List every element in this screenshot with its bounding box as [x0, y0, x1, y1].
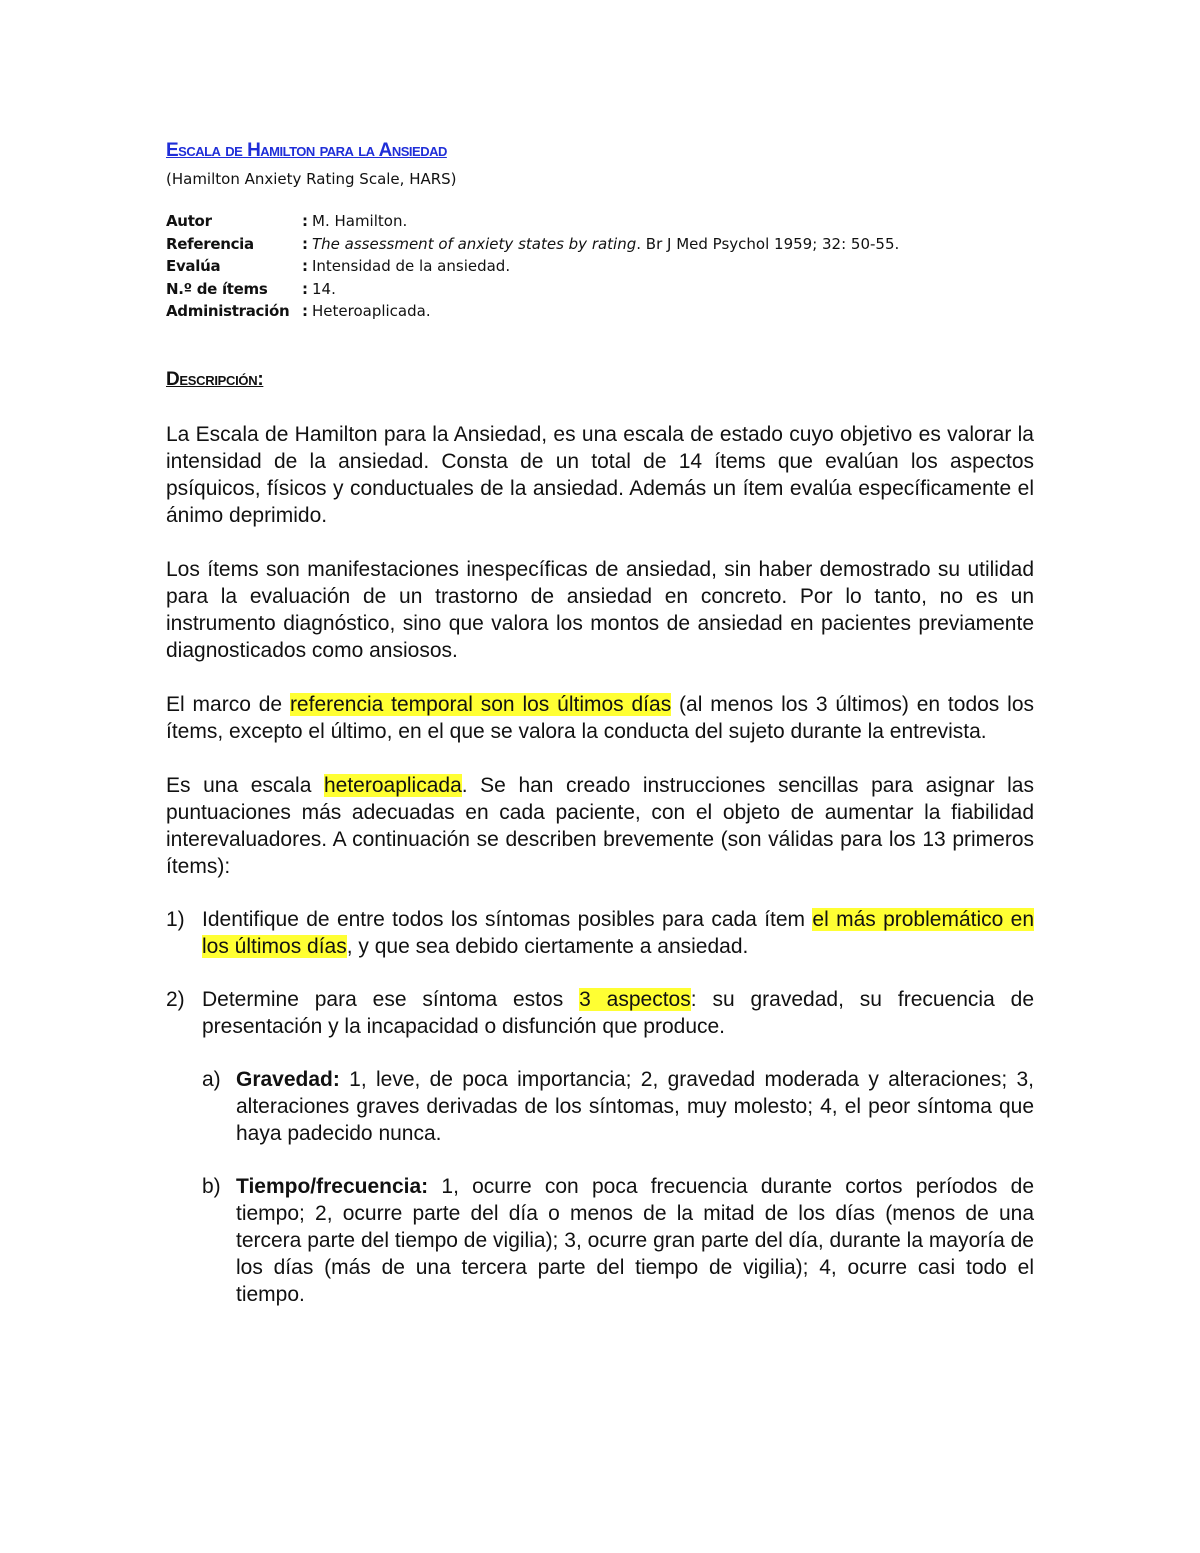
meta-colon: : [302, 257, 308, 275]
sub-b-label: Tiempo/frecuencia: [236, 1174, 429, 1198]
paragraph-2: Los ítems son manifestaciones inespecíficas de ansiedad, sin haber demostrado su utilidad para la evaluación de un trastorno de ansiedad en concreto. Por lo tanto, no es un instrumento diagnóstico, sino que valora los montos de ansiedad en pacientes previamente diagnosticados como ansiosos. [166, 557, 1034, 662]
administration-value: Heteroaplicada. [312, 302, 431, 320]
items-value: 14. [312, 279, 336, 298]
meta-row-author [166, 210, 1034, 233]
sub-b-text: 1, ocurre con poca frecuencia durante cortos períodos de tiempo; 2, ocurre parte del día o menos de la mitad de los días (menos de una tercera parte del tiempo de vigilia); 3, ocurre gran parte del día, durante la mayoría de los días (más de una tercera parte del tiempo de vigilia); 4, ocurre casi todo el tiempo. [236, 1174, 1034, 1306]
item2-highlight: 3 aspectos [579, 987, 691, 1011]
reference-title: The assessment of anxiety states by rating [312, 234, 637, 253]
meta-colon: : [302, 302, 308, 320]
list-text-1 [202, 906, 1034, 960]
document-content [166, 140, 1034, 1308]
item1-text-before: Identifique de entre todos los síntomas posibles para cada ítem [202, 907, 813, 931]
meta-colon: : [302, 212, 308, 230]
document-subtitle: (Hamilton Anxiety Rating Scale, HARS) [166, 170, 457, 188]
meta-value-items [302, 278, 1034, 301]
p4-highlight: heteroaplicada [323, 773, 462, 797]
meta-row-evaluates [166, 255, 1034, 278]
p4-text-before: Es una escala [166, 773, 324, 797]
list-number-2: 2) [166, 987, 185, 1011]
reference-citation: . Br J Med Psychol 1959; 32: 50-55. [636, 234, 900, 253]
meta-colon: : [302, 234, 308, 253]
meta-row-items [166, 278, 1034, 301]
p3-text-before: El marco de [166, 692, 290, 716]
document-title-link[interactable]: Escala de Hamilton para la Ansiedad [166, 140, 447, 161]
paragraph-1: La Escala de Hamilton para la Ansiedad, es una escala de estado cuyo objetivo es valorar la intensidad de la ansiedad. Consta de un total de 14 ítems que evalúan los aspectos psíquicos, físicos y conductuales de la ansiedad. Además un ítem evalúa específicamente el ánimo deprimido. [166, 422, 1034, 527]
meta-colon: : [302, 279, 308, 298]
meta-value-author [302, 210, 1034, 233]
p3-text-after: (al menos los 3 últimos) en todos los ítems, excepto el último, en el que se valora la conducta del sujeto durante la entrevista. [166, 692, 1034, 743]
list-text-2 [202, 986, 1034, 1040]
sub-number-b: b) [202, 1174, 221, 1198]
meta-label-reference: Referencia [166, 234, 254, 253]
section-heading-description: Descripción: [166, 368, 264, 390]
p3-highlight: referencia temporal son los últimos días [289, 692, 672, 716]
item1-text-after: , y que sea debido ciertamente a ansiedad. [346, 934, 749, 958]
meta-row-reference [166, 233, 1034, 256]
list-item-2 [166, 986, 1034, 1040]
meta-row-administration [166, 300, 1034, 323]
item1-highlight: el más problemático en los últimos días [202, 907, 1035, 958]
list-item-1 [166, 906, 1034, 960]
paragraph-3 [166, 691, 1034, 745]
sub-item-a [202, 1066, 1034, 1147]
meta-label-evaluates: Evalúa [166, 257, 221, 275]
sub-a-label: Gravedad: [236, 1067, 340, 1091]
sub-number-a: a) [202, 1067, 221, 1091]
meta-label-author: Autor [166, 212, 212, 230]
meta-value-evaluates [302, 255, 1034, 278]
metadata-table [166, 210, 1034, 323]
item2-text-before: Determine para ese síntoma estos [202, 987, 580, 1011]
sub-item-b [202, 1173, 1034, 1308]
evaluates-value: Intensidad de la ansiedad. [312, 257, 511, 275]
sub-text-a [236, 1066, 1034, 1147]
meta-value-reference [302, 233, 1034, 256]
sub-text-b [236, 1173, 1034, 1308]
sub-a-text: 1, leve, de poca importancia; 2, gravedad moderada y alteraciones; 3, alteraciones graves derivadas de los síntomas, muy molesto; 4, el peor síntoma que haya padecido nunca. [236, 1067, 1034, 1145]
p4-text-after: . Se han creado instrucciones sencillas para asignar las puntuaciones más adecuadas en cada paciente, con el objeto de aumentar la fiabilidad interevaluadores. A continuación se describen brevemente (son válidas para los 13 primeros ítems): [166, 773, 1034, 878]
meta-label-items: N.º de ítems [166, 279, 268, 298]
paragraph-4 [166, 772, 1034, 880]
meta-label-administration: Administración [166, 302, 290, 320]
author-value: M. Hamilton. [312, 212, 408, 230]
item2-text-after: : su gravedad, su frecuencia de presentación y la incapacidad o disfunción que produce. [202, 987, 1034, 1038]
meta-value-administration [302, 300, 1034, 323]
list-number-1: 1) [166, 907, 185, 931]
